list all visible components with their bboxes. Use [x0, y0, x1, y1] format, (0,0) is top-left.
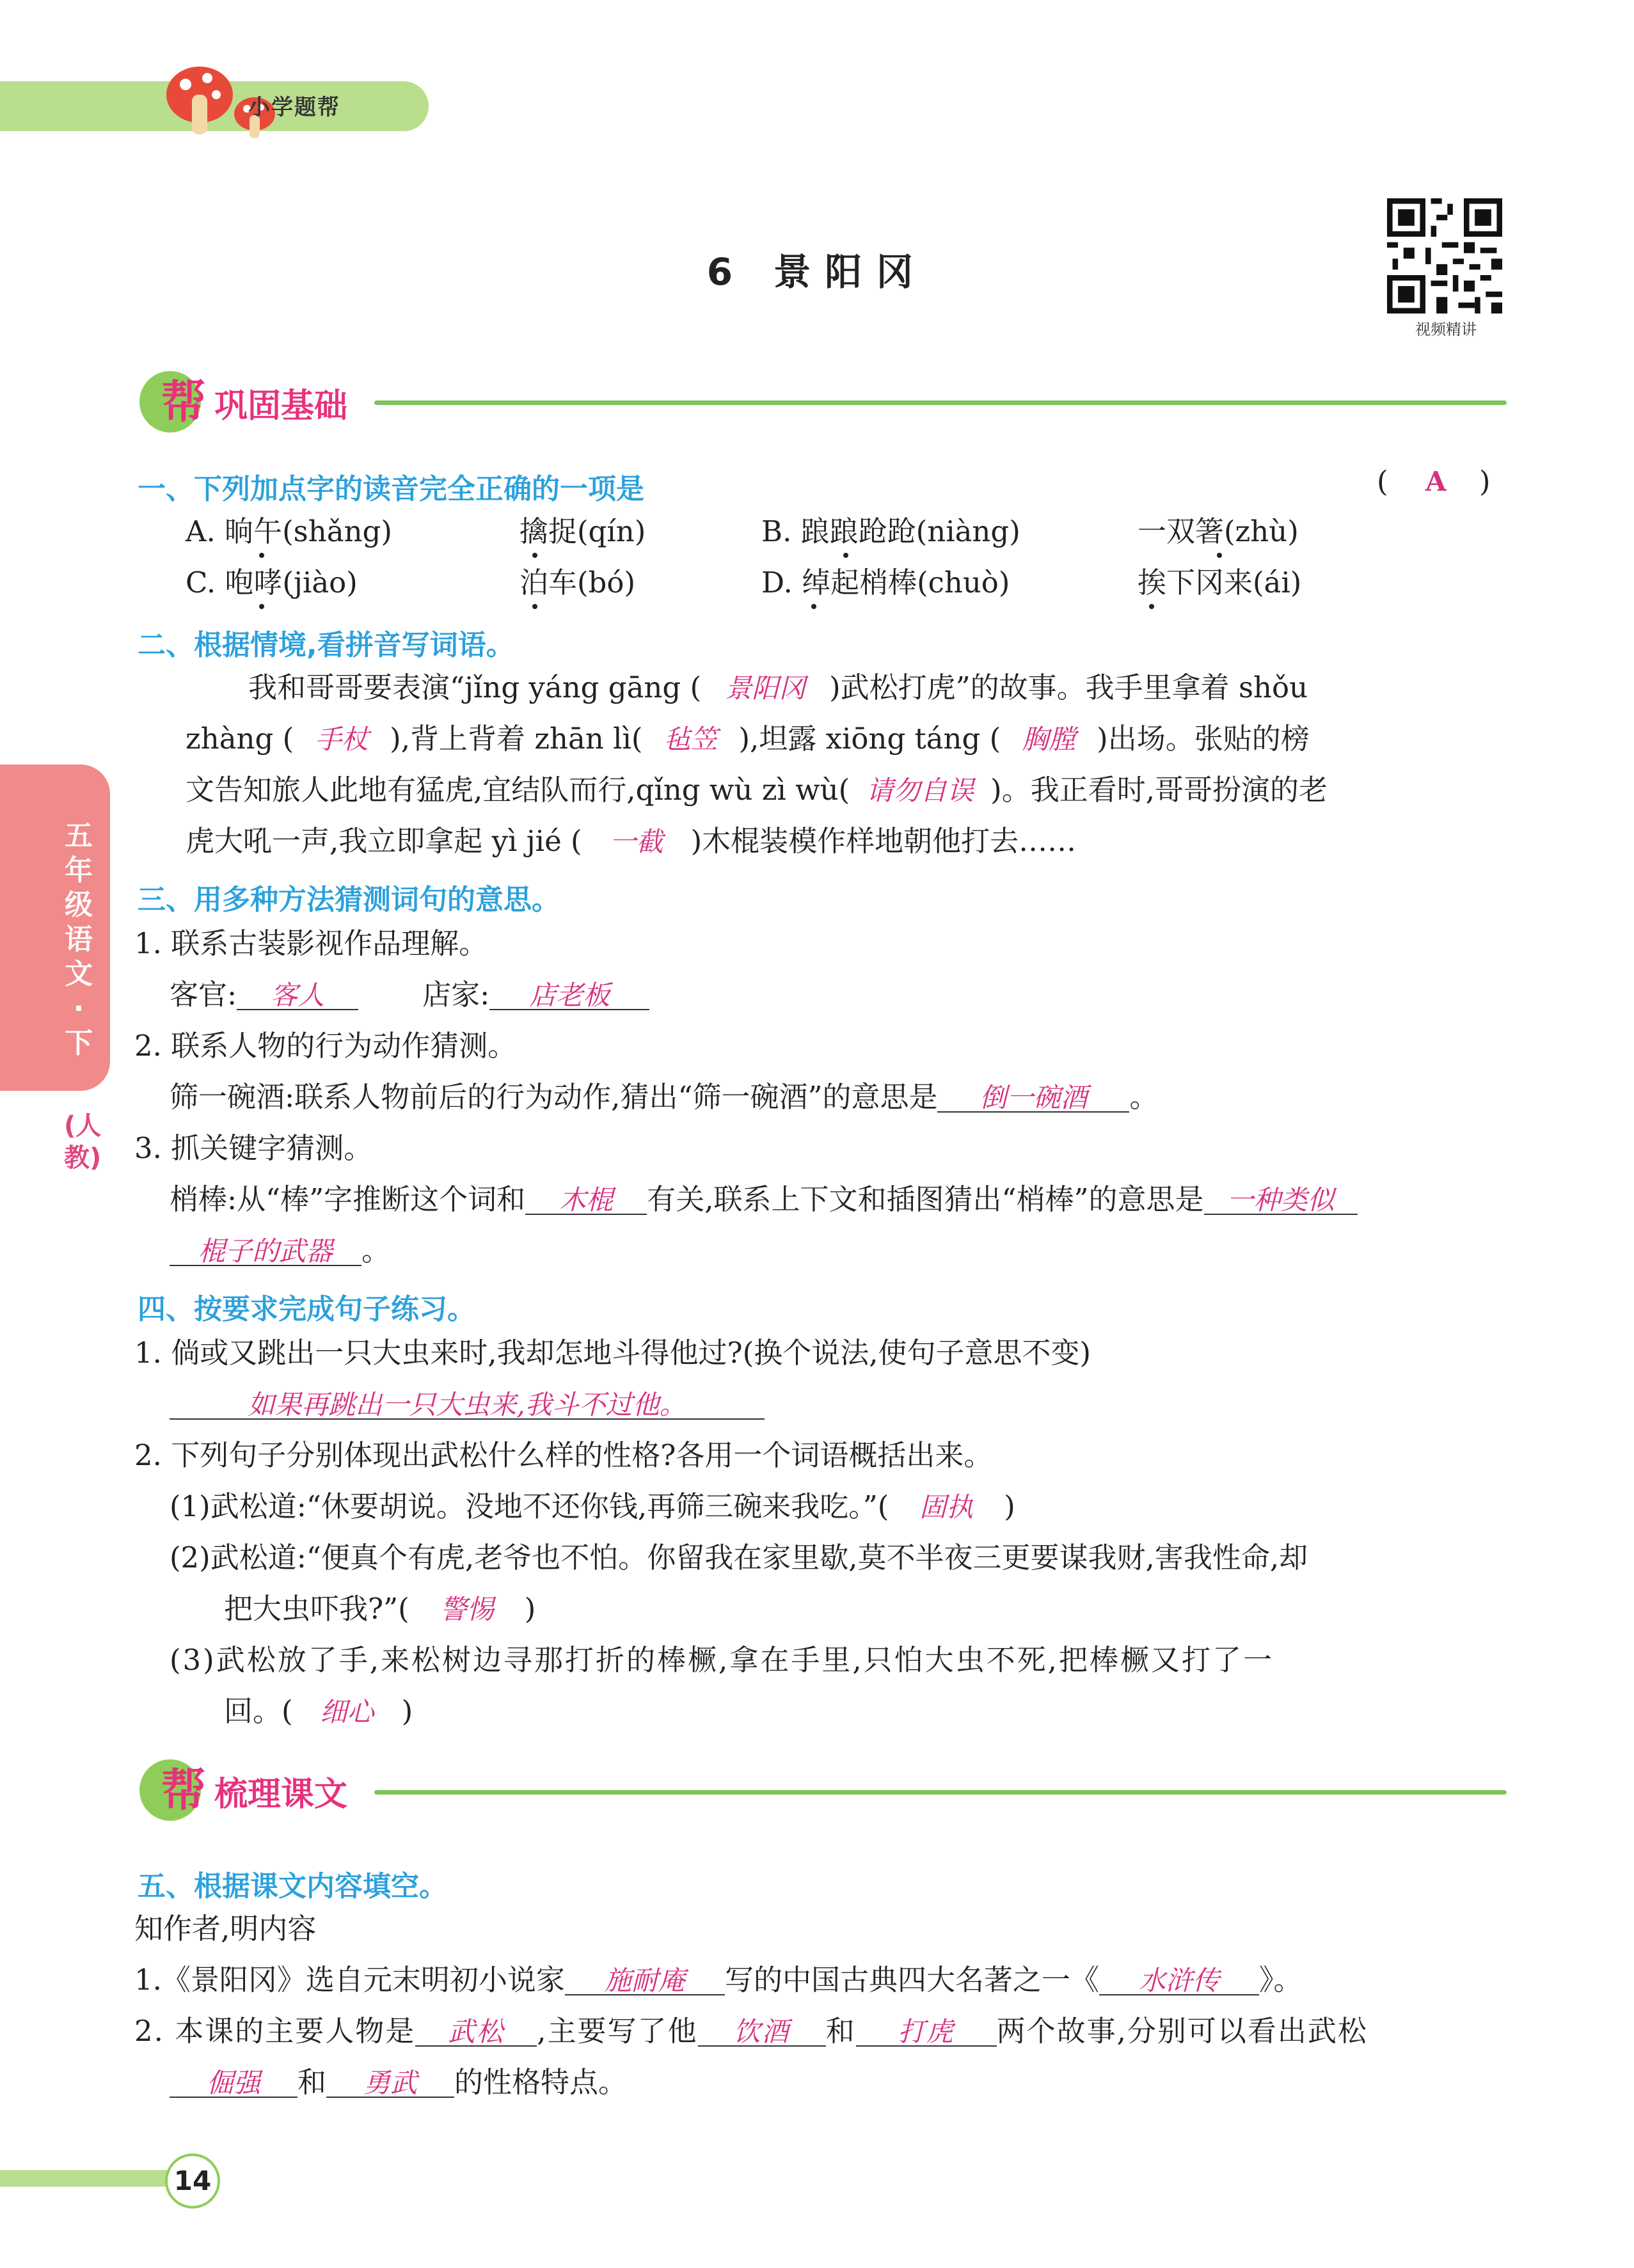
passage-text: (3)武松放了手,来松树边寻那打折的棒橛,拿在手里,只怕大虫不死,把棒橛又打了一 — [170, 1643, 1274, 1677]
fill-line — [224, 1592, 536, 1626]
footer-bar — [0, 2170, 186, 2187]
option-a-2: 擒捉(qín) — [520, 514, 646, 548]
passage-text: )。我正看时,哥哥扮演的老 — [990, 773, 1328, 807]
passage-text: ) — [524, 1592, 536, 1626]
side-tab-grade: 五年级语文·下 — [65, 820, 93, 1059]
passage-text: )木棍装模作样地朝他打去…… — [690, 824, 1077, 858]
passage-text: )武松打虎”的故事。我手里拿着 shǒu — [829, 670, 1308, 704]
passage-text: ) — [1004, 1489, 1015, 1523]
option-c-1: C. 咆哮(jiào) — [186, 566, 358, 599]
passage-text: 把大虫吓我?”( — [224, 1592, 409, 1626]
emphasis-dot — [532, 553, 537, 558]
passage-text: 。 — [1129, 1080, 1159, 1114]
passage-line — [248, 670, 1308, 704]
option-d-1: D. 绰起梢棒(chuò) — [761, 566, 1010, 599]
answer-text: 施耐庵 — [565, 1967, 725, 1995]
option-b-2: 一双箸(zhù) — [1138, 514, 1299, 548]
sub-question: 1. 倘或又跳出一只大虫来时,我却怎地斗得他过?(换个说法,使句子意思不变) — [134, 1336, 1091, 1370]
label-text: 客官: — [170, 978, 237, 1011]
passage-text: (1)武松道:“休要胡说。没地不还你钱,再筛三碗来我吃。”( — [170, 1489, 889, 1523]
answer-paren-open: ( — [1377, 464, 1388, 498]
passage-text: 虎大吼一声,我立即拿起 yì jié ( — [186, 824, 582, 858]
passage-text: 的性格特点。 — [454, 2065, 628, 2099]
page-title: 6 景阳冈 — [706, 250, 928, 294]
emphasis-dot — [259, 553, 264, 558]
passage-line — [186, 722, 1310, 756]
passage-text: 》。 — [1258, 1963, 1303, 1997]
page-number: 14 — [165, 2153, 220, 2209]
passage-text: ),背上背着 zhān lì( — [390, 722, 643, 756]
emphasis-dot — [811, 604, 816, 609]
question-heading: 三、用多种方法猜测词句的意思。 — [138, 884, 560, 916]
answer-text: 毡笠 — [663, 724, 718, 755]
passage-line — [186, 773, 1328, 807]
question-heading: 五、根据课文内容填空。 — [138, 1870, 447, 1903]
fill-line — [224, 1694, 413, 1728]
emphasis-dot — [259, 604, 264, 609]
section-badge-char: 帮 — [161, 376, 206, 428]
qr-code-icon[interactable] — [1387, 198, 1502, 313]
sub-question: 2. 下列句子分别体现出武松什么样的性格?各用一个词语概括出来。 — [134, 1438, 993, 1472]
passage-text: 有关,联系上下文和插图猜出“梢棒”的意思是 — [647, 1182, 1204, 1216]
section-title: 巩固基础 — [214, 387, 348, 425]
sub-heading: 知作者,明内容 — [134, 1912, 317, 1946]
answer-text: 手杖 — [315, 724, 369, 755]
qr-caption: 视频精讲 — [1415, 321, 1477, 338]
passage-text: ,主要写了他 — [537, 2014, 698, 2048]
fill-line — [170, 1082, 1159, 1113]
fill-line — [170, 1489, 1015, 1523]
passage-text: 1.《景阳冈》选自元末明初小说家 — [134, 1963, 565, 1997]
section-divider — [374, 1790, 1507, 1795]
section-badge-char: 帮 — [161, 1764, 206, 1816]
fill-line — [134, 1965, 1302, 1995]
passage-text: 文告知旅人此地有猛虎,宜结队而行,qǐng wù zì wù( — [186, 773, 850, 807]
emphasis-dot — [1149, 604, 1154, 609]
answer-choice: A — [1425, 466, 1447, 497]
passage-text: 和 — [825, 2014, 856, 2048]
answer-text: 一种类似 — [1204, 1187, 1358, 1215]
passage-text: zhàng ( — [186, 722, 294, 756]
answer-paren-close: ) — [1479, 464, 1491, 498]
side-tab-edition: (人教) — [64, 1111, 102, 1173]
sub-question: 2. 联系人物的行为动作猜测。 — [134, 1029, 517, 1063]
question-heading: 四、按要求完成句子练习。 — [138, 1293, 475, 1326]
option-a-1: A. 晌午(shǎng) — [186, 514, 392, 548]
passage-text: 写的中国古典四大名著之一《 — [724, 1963, 1099, 1997]
answer-text: 细心 — [320, 1696, 374, 1727]
passage-text: )出场。张贴的榜 — [1097, 722, 1310, 756]
passage-text: 两个故事,分别可以看出武松 — [996, 2014, 1368, 2048]
passage-text: 和 — [297, 2065, 327, 2099]
passage-text: 。 — [361, 1233, 391, 1267]
fill-line — [170, 2065, 628, 2099]
section-divider — [374, 400, 1507, 405]
label-text: 店家: — [422, 978, 490, 1011]
emphasis-dot — [1217, 553, 1222, 558]
emphasis-dot — [532, 604, 537, 609]
emphasis-dot — [843, 553, 848, 558]
passage-text: ),坦露 xiōng táng ( — [738, 722, 1001, 756]
passage-text: 2. 本课的主要人物是 — [134, 2014, 416, 2048]
answer-text: 打虎 — [856, 2018, 997, 2047]
answer-text: 客人 — [237, 982, 358, 1010]
answer-text: 固执 — [919, 1491, 974, 1523]
answer-text: 饮酒 — [698, 2018, 826, 2047]
answer-text: 木棍 — [525, 1187, 647, 1215]
answer-text: 胸膛 — [1022, 724, 1076, 755]
section-title: 梳理课文 — [214, 1775, 348, 1814]
option-c-2: 泊车(bó) — [520, 566, 636, 599]
sub-question: 3. 抓关键字猜测。 — [134, 1131, 373, 1165]
passage-text: 回。( — [224, 1694, 293, 1728]
passage-text: 梢棒:从“棒”字推断这个词和 — [170, 1182, 526, 1216]
answer-text: 水浒传 — [1099, 1967, 1259, 1995]
question-heading: 二、根据情境,看拼音写词语。 — [138, 629, 514, 662]
answer-text: 警惕 — [440, 1594, 494, 1625]
answer-text: 勇武 — [326, 2070, 454, 2098]
brand-name: 小学题帮 — [248, 95, 340, 120]
passage-text: 我和哥哥要表演“jǐng yáng gāng ( — [248, 670, 702, 704]
fill-line — [170, 1390, 765, 1420]
answer-text: 倒一碗酒 — [937, 1084, 1129, 1113]
option-b-1: B. 踉踉跄跄(niàng) — [761, 514, 1020, 548]
answer-text: 如果再跳出一只大虫来,我斗不过他。 — [170, 1392, 765, 1420]
sub-question: 1. 联系古装影视作品理解。 — [134, 926, 488, 960]
fill-line — [170, 1233, 391, 1267]
fill-line — [134, 2014, 1368, 2048]
answer-text: 请勿自误 — [866, 775, 974, 806]
fill-line — [170, 980, 649, 1010]
passage-text: (2)武松道:“便真个有虎,老爷也不怕。你留我在家里歇,莫不半夜三更要谋我财,害我性命,却 — [170, 1541, 1308, 1574]
answer-text: 店老板 — [489, 982, 649, 1010]
answer-text: 一截 — [609, 826, 663, 857]
passage-text: 筛一碗酒:联系人物前后的行为动作,猜出“筛一碗酒”的意思是 — [170, 1080, 938, 1114]
answer-text: 景阳冈 — [725, 672, 806, 704]
fill-line — [170, 1182, 1358, 1216]
answer-text: 武松 — [415, 2018, 537, 2047]
passage-line — [186, 824, 1077, 858]
option-d-2: 挨下冈来(ái) — [1138, 566, 1302, 599]
answer-text: 倔强 — [170, 2070, 297, 2098]
question-heading: 一、下列加点字的读音完全正确的一项是 — [138, 473, 644, 505]
passage-text: ) — [401, 1694, 413, 1728]
answer-text: 棍子的武器 — [170, 1238, 361, 1266]
